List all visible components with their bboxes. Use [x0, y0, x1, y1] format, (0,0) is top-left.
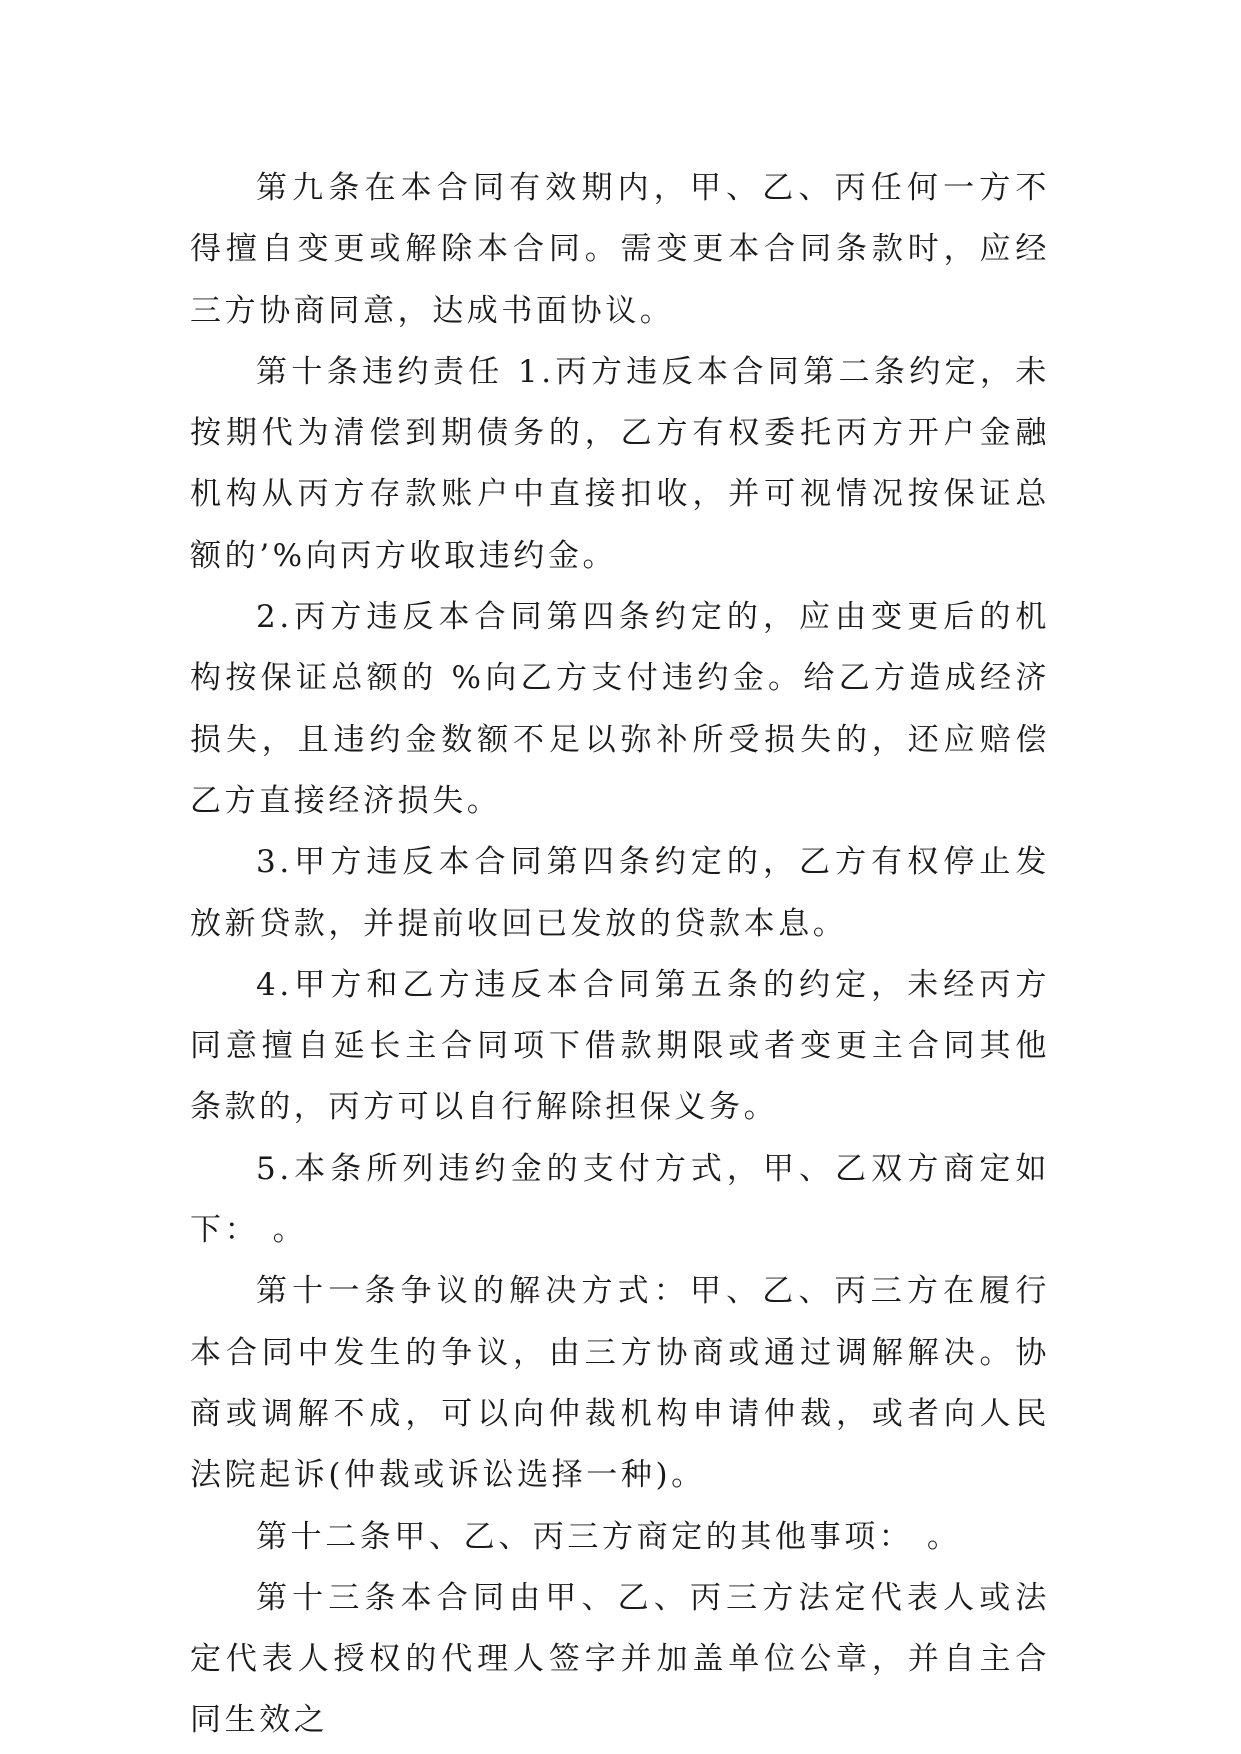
paragraph-article-11: 第十一条争议的解决方式：甲、乙、丙三方在履行本合同中发生的争议，由三方协商或通过调解解决。协商或调解不成，可以向仲裁机构申请仲裁，或者向人民法院起诉(仲裁或诉讼选择一种)。 [190, 1273, 1050, 1494]
paragraph-article-10-item-3: 3.甲方违反本合同第四条约定的，乙方有权停止发放新贷款，并提前收回已发放的贷款本息。 [190, 844, 1050, 942]
paragraph-article-10-item-4: 4.甲方和乙方违反本合同第五条的约定，未经丙方同意擅自延长主合同项下借款期限或者变更主合同其他条款的，丙方可以自行解除担保义务。 [190, 966, 1050, 1126]
paragraph-article-12: 第十二条甲、乙、丙三方商定的其他事项： 。 [256, 1518, 962, 1555]
paragraph-article-10-item-2: 2.丙方违反本合同第四条约定的，应由变更后的机构按保证总额的 %向乙方支付违约金。给乙方造成经济损失，且违约金数额不足以弥补所受损失的，还应赔偿乙方直接经济损失。 [190, 599, 1050, 819]
paragraph-article-10-item-1: 第十条违约责任 1.丙方违反本合同第二条约定，未按期代为清偿到期债务的，乙方有权委托丙方开户金融机构从丙方存款账户中直接扣收，并可视情况按保证总额的’%向丙方收取违约金。 [190, 353, 1050, 574]
contract-body [190, 158, 1050, 1752]
paragraph-article-13: 第十三条本合同由甲、乙、丙三方法定代表人或法定代表人授权的代理人签字并加盖单位公章，并自主合同生效之 [190, 1579, 1050, 1739]
paragraph-article-9: 第九条在本合同有效期内，甲、乙、丙任何一方不得擅自变更或解除本合同。需变更本合同条款时，应经三方协商同意，达成书面协议。 [190, 170, 1050, 329]
paragraph-article-10-item-5: 5.本条所列违约金的支付方式，甲、乙双方商定如下： 。 [190, 1150, 1050, 1249]
